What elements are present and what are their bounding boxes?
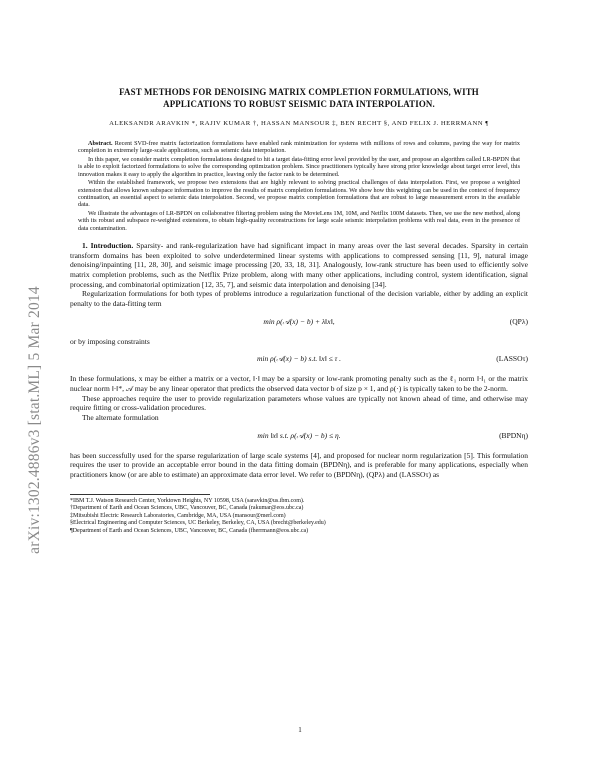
equation-bpdn: [70, 426, 528, 448]
title-line-1: FAST METHODS FOR DENOISING MATRIX COMPLETION FORMULATIONS, WITH: [119, 87, 479, 97]
equation-tag: (QPλ): [509, 316, 528, 326]
page-content: [70, 86, 528, 536]
equation-expression: min ρ(𝒜(x) − b) s.t. ‖x‖ ≤ τ .: [256, 354, 342, 364]
body-paragraph: In these formulations, x may be either a matrix or a vector, ‖·‖ may be a sparsity or low-rank promoting penalty such as the ℓ₁ norm ‖·‖₁ or the matrix nuclear norm ‖·‖*, 𝒜 may be any linear operator that predicts the observed data vector b of size p × 1, and ρ(·) is typically taken to be the 2-norm.: [70, 374, 528, 393]
footnote: *IBM T.J. Watson Research Center, Yorktown Heights, NY 10598, USA (saravkin@us.ibm.com).: [70, 497, 305, 504]
abstract-paragraph: Within the established framework, we propose two extensions that are highly relevant to solving practical challenges of data interpolation. First, we propose a weighted extension that allows known subspace information to improve the results of matrix completion formulations. We show how this weighting can be used in the context of frequency continuation, an essential aspect to seismic data interpolation. Second, we propose matrix completion formulations that are robust to large measurement errors in the available data.: [78, 179, 520, 209]
page-number: 1: [298, 726, 302, 734]
arxiv-stamp: [22, 160, 48, 680]
arxiv-id: arXiv:1302.4886v3 [stat.ML] 5 Mar 2014: [26, 286, 43, 554]
body-paragraph: The alternate formulation: [82, 412, 159, 422]
body-paragraph: or by imposing constraints: [70, 336, 150, 346]
equation-lasso: [70, 349, 528, 371]
footnote: §Electrical Engineering and Computer Sciences, UC Berkeley, Berkeley, CA, USA (brecht@berkeley.edu): [70, 520, 326, 527]
title-line-2: APPLICATIONS TO ROBUST SEISMIC DATA INTERPOLATION.: [163, 99, 435, 109]
paper-title: [70, 86, 528, 110]
abstract-paragraph: We illustrate the advantages of LR-BPDN on collaborative filtering problem using the MovieLens 1M, 10M, and Netflix 100M datasets. Then, we use the new method, along with its robust and subspace re-weighted extensions, to obtain high-quality reconstructions for large scale seismic interpolation problems with real data, even in the presence of data contamination.: [78, 210, 520, 232]
footnote-rule: [70, 494, 210, 495]
body-text: [70, 241, 528, 480]
footnotes: [70, 498, 528, 536]
abstract-paragraph: Recent SVD-free matrix factorization formulations have enabled rank minimization for systems with millions of rows and columns, paving the way for matrix completion in extremely large-scale applications, such as seismic data interpolation.: [78, 140, 520, 155]
author-list: ALEKSANDR ARAVKIN *, RAJIV KUMAR †, HASSAN MANSOUR ‡, BEN RECHT §, AND FELIX J. HERRMANN ¶: [109, 120, 489, 127]
abstract-heading: Abstract.: [88, 140, 113, 147]
abstract-paragraph: In this paper, we consider matrix completion formulations designed to hit a target data-fitting error level provided by the user, and propose an algorithm called LR-BPDN that is able to exploit factorized formulations to solve the corresponding optimization problem. Since practitioners typically have strong prior knowledge about target error level, this innovation makes it easy to apply the algorithm in practice, leaving only the factor rank to be determined.: [78, 156, 520, 178]
body-paragraph: has been successfully used for the sparse regularization of large scale systems [4], and proposed for nuclear norm regularization [5]. This formulation requires the user to provide an acceptable error bound in the data fitting domain (BPDNη), and is preferable for many applications, especially when practitioners know (or are able to estimate) an approximate data error level. We refer to (BPDNη), (QPλ) and (LASSOτ) as: [70, 450, 528, 479]
equation-expression: min ‖x‖ s.t. ρ(𝒜(x) − b) ≤ η.: [257, 430, 341, 440]
body-paragraph: Sparsity- and rank-regularization have had significant impact in many areas over the last several decades. Sparsity in certain transform domains has been exploited to solve underdetermined linear systems with applications to compressed sensing [11, 9], natural image denoising/inpainting [11, 28, 30], and seismic image processing [20, 33, 18, 31]. Analogously, low-rank structure has been used to efficiently solve matrix completion problems, such as the Netflix Prize problem, along with many other applications, including control, system identification, signal processing, and combinatorial optimization [12, 35, 7], and seismic data interpolation and denoising [34].: [70, 241, 528, 289]
equation-expression: min ρ(𝒜(x) − b) + λ‖x‖,: [263, 316, 335, 326]
equation-qp: [70, 312, 528, 334]
equation-tag: (BPDNη): [499, 430, 528, 440]
footnote: ¶Department of Earth and Ocean Sciences, UBC, Vancouver, BC, Canada (fherrmann@eos.ubc.ca): [70, 527, 309, 534]
abstract: [78, 140, 520, 232]
equation-tag: (LASSOτ): [496, 354, 528, 364]
footnote: ‡Mitsubishi Electric Research Laboratories, Cambridge, MA, USA (mansour@merl.com): [70, 512, 286, 519]
footnote: †Department of Earth and Ocean Sciences, UBC, Vancouver, BC, Canada (rakumar@eos.ubc.ca): [70, 505, 304, 512]
body-paragraph: Regularization formulations for both types of problems introduce a regularization functional of the decision variable, either by adding an explicit penalty to the data-fitting term: [70, 289, 528, 308]
body-paragraph: These approaches require the user to provide regularization parameters whose values are typically not known ahead of time, and otherwise may require fitting or cross-validation procedures.: [70, 393, 528, 413]
section-heading: 1. Introduction.: [82, 241, 134, 251]
